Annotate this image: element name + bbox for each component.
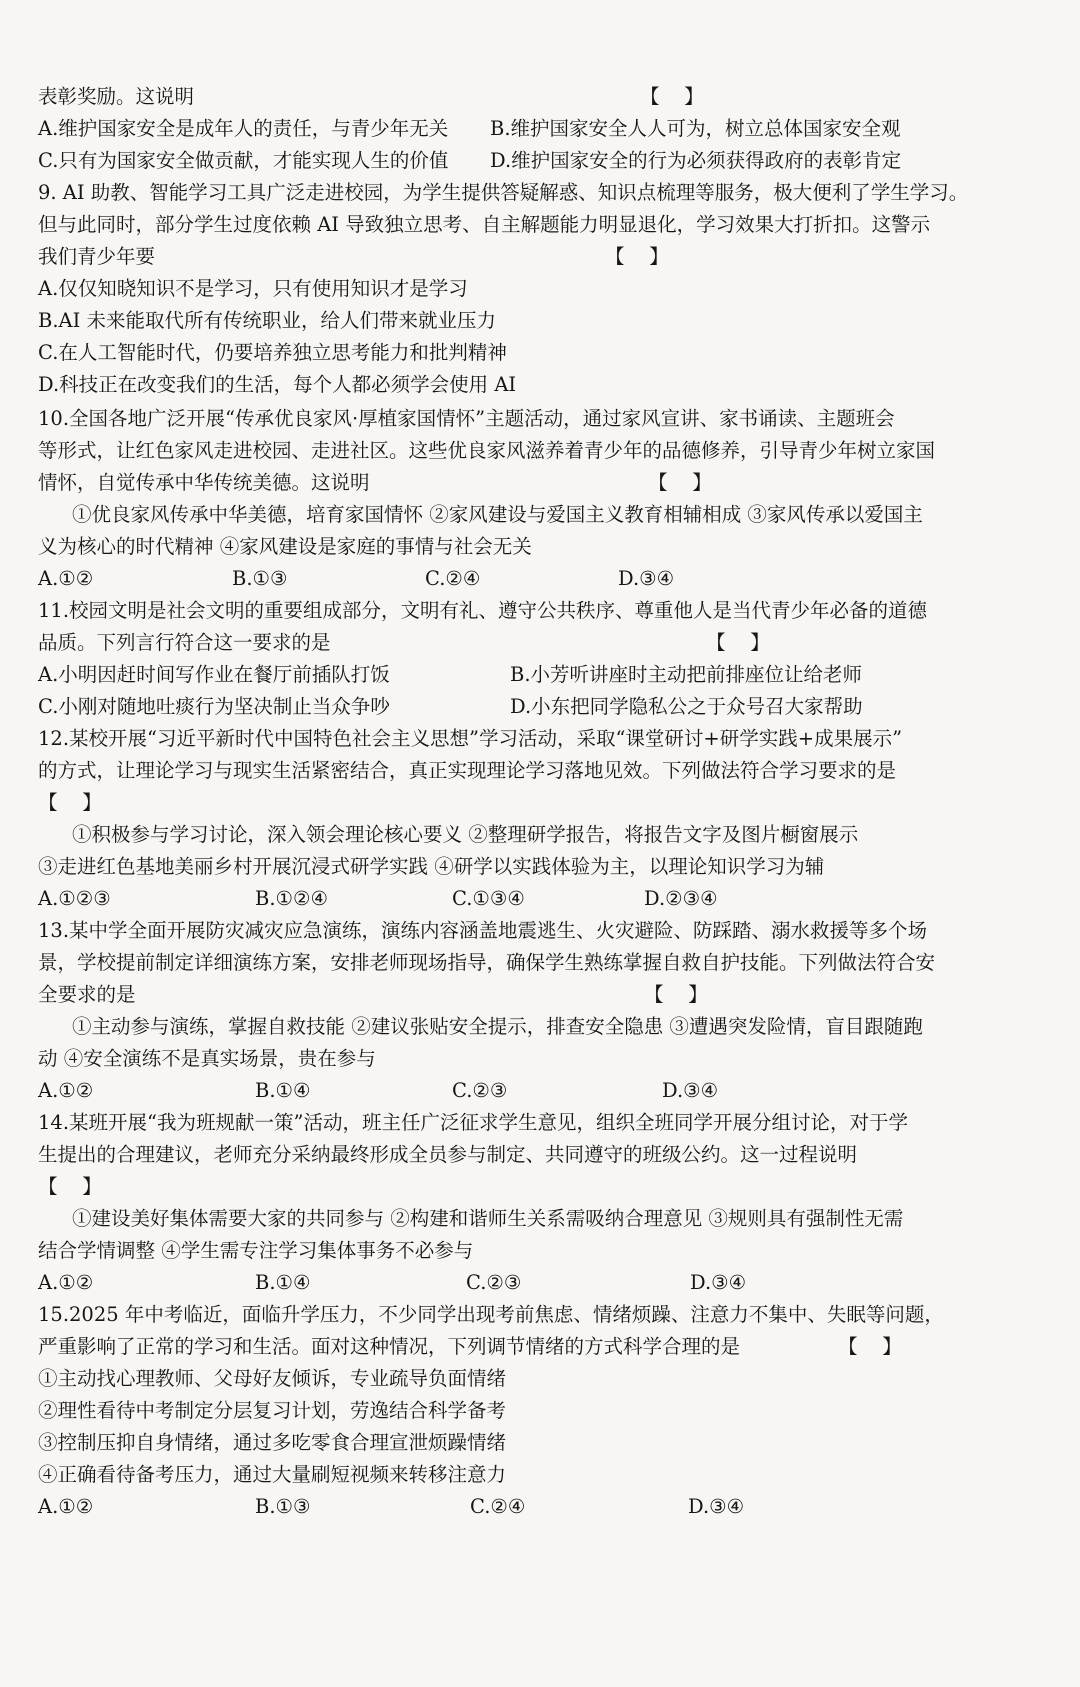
q13-option-d: D.③④ [662, 1079, 719, 1102]
q14-stem-line-1: 14.某班开展“我为班规献一策”活动，班主任广泛征求学生意见，组织全班同学开展分组讨论，对于学 [38, 1111, 908, 1134]
q12-stem-line-1: 12.某校开展“习近平新时代中国特色社会主义思想”学习活动，采取“课堂研讨+研学实践+成果展示” [38, 727, 903, 750]
q10-option-b: B.①③ [232, 567, 288, 590]
q9-stem-line-2: 但与此同时，部分学生过度依赖 AI 导致独立思考、自主解题能力明显退化，学习效果大打折扣。这警示 [38, 213, 931, 236]
q11-option-d: D.小东把同学隐私公之于众号召大家帮助 [510, 695, 863, 718]
q10-stem-line-2: 等形式，让红色家风走进校园、走进社区。这些优良家风滋养着青少年的品德修养，引导青少年树立家国 [38, 439, 936, 462]
q15-stem-line-2: 严重影响了正常的学习和生活。面对这种情况，下列调节情绪的方式科学合理的是 [38, 1335, 741, 1358]
q14-answer-bracket: 【 】 [38, 1175, 102, 1198]
q15-option-b: B.①③ [255, 1495, 311, 1518]
q8-answer-bracket: 【 】 [640, 85, 704, 108]
q15-option-c: C.②④ [470, 1495, 526, 1518]
q13-option-a: A.①② [38, 1079, 94, 1102]
q11-option-b: B.小芳听讲座时主动把前排座位让给老师 [510, 663, 863, 686]
q10-statement-line-2: 义为核心的时代精神 ④家风建设是家庭的事情与社会无关 [38, 535, 532, 558]
q9-option-c: C.在人工智能时代，仍要培养独立思考能力和批判精神 [38, 341, 507, 364]
q9-option-b: B.AI 未来能取代所有传统职业，给人们带来就业压力 [38, 309, 497, 332]
q13-option-b: B.①④ [255, 1079, 311, 1102]
q13-option-c: C.②③ [452, 1079, 508, 1102]
q13-stem-line-2: 景，学校提前制定详细演练方案，安排老师现场指导，确保学生熟练掌握自救自护技能。下列做法符合安 [38, 951, 936, 974]
q8-option-c: C.只有为国家安全做贡献，才能实现人生的价值 [38, 149, 449, 172]
q8-stem: 表彰奖励。这说明 [38, 85, 195, 108]
q10-option-d: D.③④ [618, 567, 675, 590]
q12-option-c: C.①③④ [452, 887, 525, 910]
q13-stem-line-1: 13.某中学全面开展防灾减灾应急演练，演练内容涵盖地震逃生、火灾避险、防踩踏、溺水救援等多个场 [38, 919, 928, 942]
q9-stem-line-1: 9. AI 助教、智能学习工具广泛走进校园，为学生提供答疑解惑、知识点梳理等服务，极大便利了学生学习。 [38, 181, 969, 204]
q8-option-b: B.维护国家安全人人可为，树立总体国家安全观 [490, 117, 901, 140]
q11-option-a: A.小明因赶时间写作业在餐厅前插队打饭 [38, 663, 390, 686]
q13-statement-line-1: ①主动参与演练，掌握自救技能 ②建议张贴安全提示，排查安全隐患 ③遭遇突发险情，盲目跟随跑 [72, 1015, 923, 1038]
q15-statement-4: ④正确看待备考压力，通过大量刷短视频来转移注意力 [38, 1463, 507, 1486]
q12-option-d: D.②③④ [644, 887, 718, 910]
q8-option-d: D.维护国家安全的行为必须获得政府的表彰肯定 [490, 149, 902, 172]
q13-statement-line-2: 动 ④安全演练不是真实场景，贵在参与 [38, 1047, 376, 1070]
q8-option-a: A.维护国家安全是成年人的责任，与青少年无关 [38, 117, 449, 140]
q15-stem-line-1: 15.2025 年中考临近，面临升学压力，不少同学出现考前焦虑、情绪烦躁、注意力不集中、失眠等问题， [38, 1303, 944, 1326]
q11-stem-line-2: 品质。下列言行符合这一要求的是 [38, 631, 331, 654]
q14-statement-line-1: ①建设美好集体需要大家的共同参与 ②构建和谐师生关系需吸纳合理意见 ③规则具有强制性无需 [72, 1207, 904, 1230]
q11-answer-bracket: 【 】 [706, 631, 770, 654]
q11-stem-line-1: 11.校园文明是社会文明的重要组成部分，文明有礼、遵守公共秩序、尊重他人是当代青少年必备的道德 [38, 599, 928, 622]
q10-option-a: A.①② [38, 567, 94, 590]
q15-answer-bracket: 【 】 [838, 1335, 902, 1358]
q15-option-d: D.③④ [688, 1495, 745, 1518]
q14-stem-line-2: 生提出的合理建议，老师充分采纳最终形成全员参与制定、共同遵守的班级公约。这一过程说明 [38, 1143, 858, 1166]
q9-stem-line-3: 我们青少年要 [38, 245, 156, 268]
q10-statement-line-1: ①优良家风传承中华美德，培育家国情怀 ②家风建设与爱国主义教育相辅相成 ③家风传承以爱国主 [72, 503, 923, 526]
q13-stem-line-3: 全要求的是 [38, 983, 136, 1006]
q10-answer-bracket: 【 】 [648, 471, 712, 494]
q14-option-b: B.①④ [255, 1271, 311, 1294]
q14-option-c: C.②③ [466, 1271, 522, 1294]
q14-option-a: A.①② [38, 1271, 94, 1294]
q10-stem-line-3: 情怀，自觉传承中华传统美德。这说明 [38, 471, 370, 494]
q12-statement-line-2: ③走进红色基地美丽乡村开展沉浸式研学实践 ④研学以实践体验为主，以理论知识学习为辅 [38, 855, 825, 878]
q15-statement-1: ①主动找心理教师、父母好友倾诉，专业疏导负面情绪 [38, 1367, 507, 1390]
q9-option-d: D.科技正在改变我们的生活，每个人都必须学会使用 AI [38, 373, 517, 396]
q12-answer-bracket: 【 】 [38, 791, 102, 814]
q10-stem-line-1: 10.全国各地广泛开展“传承优良家风·厚植家国情怀”主题活动，通过家风宣讲、家书诵读、主题班会 [38, 407, 895, 430]
q15-statement-2: ②理性看待中考制定分层复习计划，劳逸结合科学备考 [38, 1399, 507, 1422]
q11-option-c: C.小刚对随地吐痰行为坚决制止当众争吵 [38, 695, 390, 718]
q14-option-d: D.③④ [690, 1271, 747, 1294]
q12-option-b: B.①②④ [255, 887, 328, 910]
q10-option-c: C.②④ [425, 567, 481, 590]
q15-statement-3: ③控制压抑自身情绪，通过多吃零食合理宣泄烦躁情绪 [38, 1431, 507, 1454]
q13-answer-bracket: 【 】 [644, 983, 708, 1006]
q9-option-a: A.仅仅知晓知识不是学习，只有使用知识才是学习 [38, 277, 468, 300]
q12-statement-line-1: ①积极参与学习讨论，深入领会理论核心要义 ②整理研学报告，将报告文字及图片橱窗展示 [72, 823, 859, 846]
q15-option-a: A.①② [38, 1495, 94, 1518]
q12-stem-line-2: 的方式，让理论学习与现实生活紧密结合，真正实现理论学习落地见效。下列做法符合学习要求的是 [38, 759, 897, 782]
q12-option-a: A.①②③ [38, 887, 111, 910]
q14-statement-line-2: 结合学情调整 ④学生需专注学习集体事务不必参与 [38, 1239, 474, 1262]
q9-answer-bracket: 【 】 [605, 245, 669, 268]
